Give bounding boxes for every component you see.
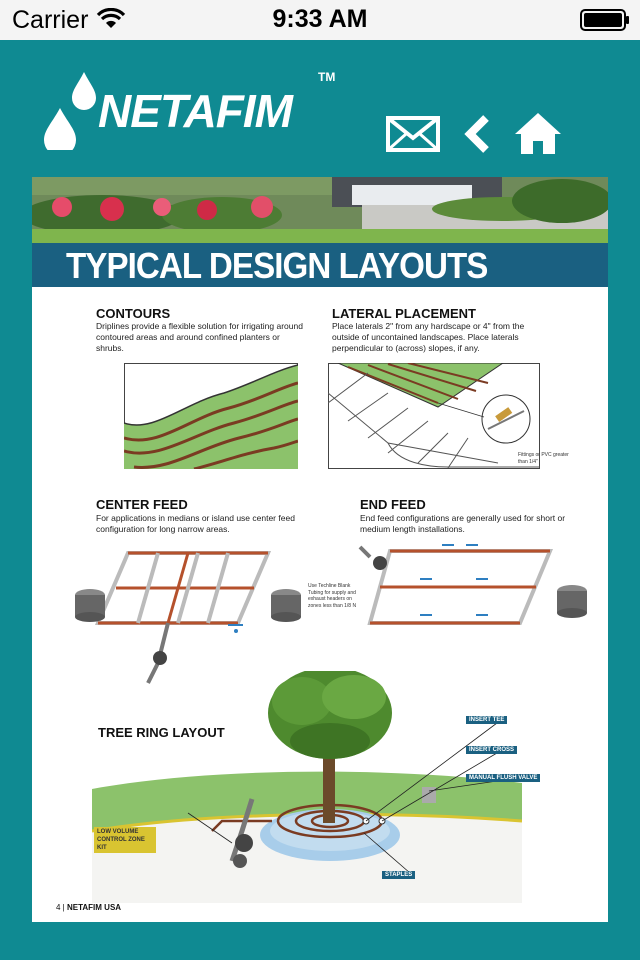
center-feed-diagram (68, 543, 308, 688)
app-header (0, 40, 640, 170)
garden-banner-image (32, 177, 608, 243)
fittings-note: Fittings or PVC greater than 1/4" (518, 452, 569, 465)
callout-insert-cross: INSERT CROSS (466, 746, 517, 754)
page-number: 4 (56, 903, 61, 912)
carrier-label: Carrier (12, 6, 89, 34)
mail-icon[interactable] (386, 114, 440, 154)
callout-control-zone-kit: LOW VOLUME CONTROL ZONE KIT (94, 827, 156, 853)
callout-manual-flush-valve: MANUAL FLUSH VALVE (466, 774, 540, 782)
lateral-heading: LATERAL PLACEMENT (332, 306, 476, 321)
home-icon[interactable] (512, 110, 564, 156)
page-footer: 4 | NETAFIM USA (56, 903, 122, 912)
callout-insert-tee: INSERT TEE (466, 716, 507, 724)
contours-text: Driplines provide a flexible solution for irrigating around contoured areas and around confined planters or shrubs. (96, 321, 303, 353)
document-page (32, 177, 608, 922)
contours-diagram (124, 363, 298, 469)
lateral-diagram (328, 363, 540, 469)
logo-trademark: TM (318, 70, 336, 84)
tree-ring-heading: TREE RING LAYOUT (98, 725, 225, 740)
end-feed-diagram (350, 541, 600, 641)
lateral-text: Place laterals 2" from any hardscape or 4" from the outside of uncontained landscapes. Place laterals perpendicular to (across) slopes, if any. (332, 321, 525, 353)
footer-brand: NETAFIM USA (66, 903, 122, 912)
back-icon[interactable] (462, 114, 492, 154)
center-feed-text: For applications in medians or island use center feed configuration for long narrow areas. (96, 513, 295, 534)
contours-heading: CONTOURS (96, 306, 171, 321)
clock: 9:33 AM (272, 5, 368, 33)
end-feed-note: Use Techline Blank Tubing for supply and exhaust headers on zones less than 1/8 N (308, 583, 357, 609)
status-bar (0, 0, 640, 40)
callout-staples: STAPLES (382, 871, 415, 879)
end-feed-heading: END FEED (360, 497, 426, 512)
logo-text: NETAFIM (98, 85, 293, 137)
battery-icon (580, 9, 630, 31)
page-title: TYPICAL DESIGN LAYOUTS (66, 245, 488, 286)
tree-ring-diagram (92, 671, 522, 903)
end-feed-text: End feed configurations are generally used for short or medium length installations. (360, 513, 566, 534)
center-feed-heading: CENTER FEED (96, 497, 188, 512)
